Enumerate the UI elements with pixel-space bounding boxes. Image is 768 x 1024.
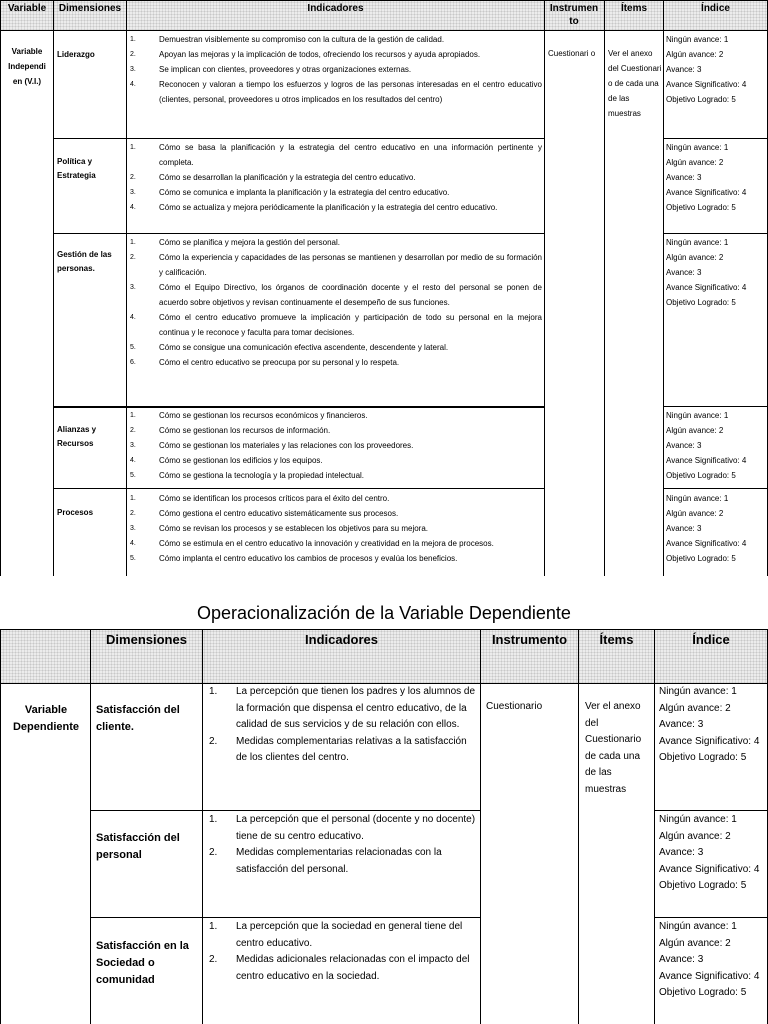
- t1-indice-politica: Ningún avance: 1 Algún avance: 2 Avance: 3 Avance Significativo: 4 Objetivo Logrado: 5: [666, 143, 747, 212]
- list-item: 2. Cómo se gestionan los recursos de información.: [130, 426, 331, 435]
- list-item: 1. Cómo se gestionan los recursos económicos y financieros.: [130, 411, 368, 420]
- table2-border: [0, 629, 768, 630]
- t1-indice-liderazgo: Ningún avance: 1 Algún avance: 2 Avance: 3 Avance Significativo: 4 Objetivo Logrado: 5: [666, 35, 747, 104]
- t2-indice-personal: Ningún avance: 1 Algún avance: 2 Avance: 3 Avance Significativo: 4 Objetivo Logrado: 5: [659, 814, 760, 891]
- table1-border: [663, 406, 768, 407]
- list-item: 1. La percepción que la sociedad en general tiene del centro educativo.: [209, 921, 463, 949]
- list-item: 2. Apoyan las mejoras y la implicación de todos, ofreciendo los recursos y ayuda apropiados.: [130, 50, 481, 59]
- list-item: 2. Cómo gestiona el centro educativo sistemáticamente sus procesos.: [130, 509, 399, 518]
- list-item: 3. Cómo se comunica e implanta la planificación y la estrategia del centro educativo.: [130, 188, 450, 197]
- t1-indice-gestion-personas: Ningún avance: 1 Algún avance: 2 Avance: 3 Avance Significativo: 4 Objetivo Logrado: 5: [666, 238, 747, 307]
- table1-border: [0, 0, 768, 1]
- t2-instrumento-value: Cuestionario: [486, 701, 543, 712]
- table2-border: [654, 917, 768, 918]
- table1-border: [663, 233, 768, 234]
- t1-indicators-liderazgo: [130, 32, 542, 107]
- table1-border: [126, 0, 127, 576]
- t1-dimension-alianzas: Alianzas y Recursos: [57, 425, 97, 448]
- t1-indice-alianzas: Ningún avance: 1 Algún avance: 2 Avance: 3 Avance Significativo: 4 Objetivo Logrado: 5: [666, 411, 747, 480]
- t1-indicators-gestion-personas: [130, 235, 542, 370]
- list-item: 6. Cómo el centro educativo se preocupa por su personal y lo respeta.: [130, 358, 400, 367]
- list-item: 1. Cómo se identifican los procesos críticos para el éxito del centro.: [130, 494, 390, 503]
- list-item: 4. Reconocen y valoran a tiempo los esfuerzos y logros de las personas interesadas en el centro educativo (clientes, personal, proveedores u otros implicados en los resultados del centro): [130, 80, 542, 104]
- list-item: 1. La percepción que el personal (docente y no docente) tiene de su centro educativo.: [209, 814, 476, 842]
- t1-header-indicadores: Indicadores: [307, 3, 364, 14]
- t1-indicators-politica: [130, 140, 542, 215]
- t1-dimension-gestion-personas: Gestión de las personas.: [57, 250, 112, 273]
- t1-header-dimensiones: Dimensiones: [58, 3, 122, 14]
- table2-border: [654, 810, 768, 811]
- t1-header-instrumento: Instrumen to: [549, 3, 599, 27]
- t1-dimension-politica: Política y Estrategia: [57, 157, 96, 180]
- table1-border: [663, 488, 768, 489]
- page-title: Operacionalización de la Variable Dependiente: [197, 603, 571, 623]
- table2-border: [480, 629, 481, 1024]
- t2-header-indicadores: Indicadores: [305, 632, 378, 647]
- list-item: 4. Cómo se actualiza y mejora periódicamente la planificación y la estrategia del centro educativo.: [130, 203, 498, 212]
- t1-indicators-alianzas: [130, 408, 542, 483]
- list-item: 1. Demuestran visiblemente su compromiso con la cultura de la gestión de calidad.: [130, 35, 445, 44]
- t1-header-items: Ítems: [620, 3, 648, 14]
- list-item: 5. Cómo se consigue una comunicación efectiva ascendente, descendente y lateral.: [130, 343, 449, 352]
- list-item: 3. Se implican con clientes, proveedores y otras organizaciones externas.: [130, 65, 412, 74]
- list-item: 2. Medidas complementarias relativas a la satisfacción de los clientes del centro.: [209, 735, 467, 763]
- list-item: 1. La percepción que tienen los padres y los alumnos de la formación que dispensa el centro educativo, de la calidad de sus servicios y de su relación con ellos.: [209, 686, 476, 730]
- table2-border: [90, 917, 480, 918]
- t2-dimension-cliente: Satisfacción del cliente.: [96, 704, 180, 733]
- t1-header-indice: Índice: [701, 3, 730, 14]
- list-item: 3. Cómo se gestionan los materiales y las relaciones con los proveedores.: [130, 441, 414, 450]
- t2-indicators-sociedad: [206, 919, 476, 985]
- t2-indice-sociedad: Ningún avance: 1 Algún avance: 2 Avance: 3 Avance Significativo: 4 Objetivo Logrado: 5: [659, 921, 760, 998]
- list-item: 5. Cómo se gestiona la tecnología y la propiedad intelectual.: [130, 471, 365, 480]
- list-item: 3. Cómo el Equipo Directivo, los órganos de coordinación docente y el resto del personal se ponen de acuerdo sobre objetivos y revisan continuamente el desempeño de sus funciones.: [130, 283, 542, 307]
- table1-border: [663, 138, 768, 139]
- t1-indice-procesos: Ningún avance: 1 Algún avance: 2 Avance: 3 Avance Significativo: 4 Objetivo Logrado: 5: [666, 494, 747, 563]
- table2-border: [202, 629, 203, 1024]
- t1-items-value: Ver el anexo del Cuestionari o de cada una de las muestras: [608, 49, 662, 118]
- table2-border: [0, 629, 1, 1024]
- t2-indicators-cliente: [206, 684, 476, 767]
- list-item: 4. Cómo se gestionan los edificios y los equipos.: [130, 456, 323, 465]
- list-item: 2. Cómo la experiencia y capacidades de las personas se mantienen y desarrollan por medio de su formación y calificación.: [130, 253, 542, 277]
- t2-header-indice: Índice: [692, 632, 730, 647]
- table2-border: [654, 629, 655, 1024]
- t2-indicators-personal: [206, 812, 476, 878]
- table2-border: [90, 810, 480, 811]
- t2-items-value: Ver el anexo del Cuestionario de cada una de las muestras: [585, 701, 642, 795]
- t2-header-dimensiones: Dimensiones: [106, 632, 187, 647]
- table1-border: [544, 0, 545, 576]
- table1-border: [604, 0, 605, 576]
- t2-header-items: Ítems: [599, 632, 634, 647]
- list-item: 2. Cómo se desarrollan la planificación y la estrategia del centro educativo.: [130, 173, 416, 182]
- list-item: 1. Cómo se planifica y mejora la gestión del personal.: [130, 238, 340, 247]
- list-item: 2. Medidas adicionales relacionadas con el impacto del centro educativo en la sociedad.: [209, 954, 470, 982]
- t1-variable-label: Variable Independi en (V.I.): [8, 47, 46, 86]
- list-item: 2. Medidas complementarias relacionadas con la satisfacción del personal.: [209, 847, 442, 875]
- table1-border: [663, 0, 664, 576]
- t2-dimension-personal: Satisfacción del personal: [96, 832, 180, 861]
- t2-dimension-sociedad: Satisfacción en la Sociedad o comunidad: [96, 940, 189, 986]
- t1-dimension-liderazgo: Liderazgo: [57, 50, 95, 59]
- t2-indice-cliente: Ningún avance: 1 Algún avance: 2 Avance: 3 Avance Significativo: 4 Objetivo Logrado: 5: [659, 686, 760, 763]
- table2-border: [90, 629, 91, 1024]
- table1-border: [53, 0, 54, 576]
- list-item: 1. Cómo se basa la planificación y la estrategia del centro educativo en una información pertinente y completa.: [130, 143, 542, 167]
- t1-dimension-procesos: Procesos: [57, 508, 94, 517]
- t2-header-instrumento: Instrumento: [491, 632, 568, 647]
- table1-border: [0, 30, 768, 31]
- table2-border: [578, 629, 579, 1024]
- t2-variable-label: Variable Dependiente: [12, 704, 79, 733]
- t1-header-variable: Variable: [7, 3, 47, 14]
- t1-indicators-procesos: [130, 491, 542, 576]
- list-item: 5. Cómo implanta el centro educativo los cambios de procesos y evalúa los beneficios.: [130, 554, 458, 563]
- t1-instrumento-value: Cuestionari o: [548, 49, 596, 58]
- list-item: 3. Cómo se revisan los procesos y se establecen los objetivos para su mejora.: [130, 524, 429, 533]
- list-item: 4. Cómo se estimula en el centro educativo la innovación y creatividad en la mejora de procesos.: [130, 539, 494, 548]
- list-item: 4. Cómo el centro educativo promueve la implicación y participación de todo su personal en la mejora continua y le reconoce y faculta para tomar decisiones.: [130, 313, 542, 337]
- table1-border: [0, 0, 1, 576]
